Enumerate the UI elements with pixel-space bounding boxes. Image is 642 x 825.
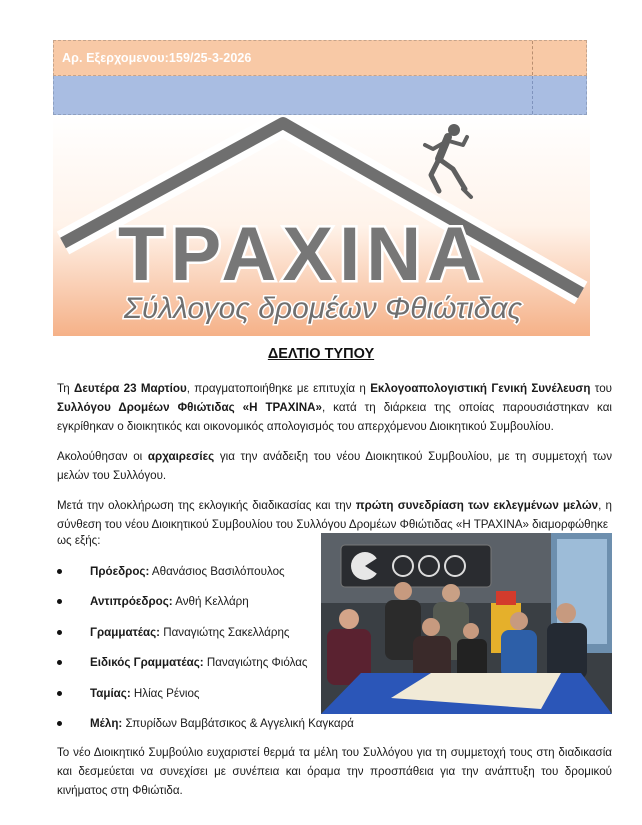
paragraph-board-composition-end: ως εξής: [57,534,101,547]
list-item: Πρόεδρος: Αθανάσιος Βασιλόπουλος [57,559,317,589]
logo-main-text: ΤΡΑΧΙΝΑ [118,212,488,297]
bullet-icon [57,660,62,665]
list-item: Μέλη: Σπυρίδων Βαμβάτσικος & Αγγελική Καγκαρά [57,711,410,741]
list-item: Γραμματέας: Παναγιώτης Σακελλάρης [57,620,317,650]
reference-header-table [53,40,587,115]
header-cell-divider [532,41,533,75]
bullet-icon [57,721,62,726]
board-group-photo [321,533,612,714]
list-item: Ειδικός Γραμματέας: Παναγιώτης Φιόλας [57,650,317,680]
list-item: Ταμίας: Ηλίας Ρένιος [57,681,317,711]
board-members-list [57,559,354,741]
trachina-logo [53,115,590,336]
bullet-icon [57,569,62,574]
press-release-title: ΔΕΛΤΙΟ ΤΥΠΟΥ [267,346,375,362]
bullet-icon [57,691,62,696]
paragraph-board-composition: Μετά την ολοκλήρωση της εκλογικής διαδικασίας και την πρώτη συνεδρίαση των εκλεγμένων μελών, η σύνθεση του νέου Διοικητικού Συμβουλίου του Συλλόγου Δρομέων Φθιώτιδας «Η ΤΡΑΧΙΝΑ» διαμορφώθηκε [57,499,612,531]
paragraph-closing: Το νέο Διοικητικό Συμβούλιο ευχαριστεί θερμά τα μέλη του Συλλόγου για τη συμμετοχή τους στη διαδικασία και δεσμεύεται να συνεχίσει με συνέπεια και όραμα την προσπάθεια για την ανάπτυξη του δρομικού κινήματος στη Φθιώτιδα. [57,746,612,797]
header-cell-divider [532,76,533,114]
paragraph-assembly: Τη Δευτέρα 23 Μαρτίου, πραγματοποιήθηκε με επιτυχία η Εκλογοαπολογιστική Γενική Συνέλευση του Συλλόγου Δρομέων Φθιώτιδας «Η ΤΡΑΧΙΝΑ», κατά τη διάρκεια της οποίας παρουσιάστηκαν και εγκρίθηκαν ο διοικητικός και οικονομικός απολογισμός του απερχόμενου Διοικητικού Συμβουλίου. [57,382,612,433]
bullet-icon [57,599,62,604]
logo-subtitle: Σύλλογος δρομέων Φθιώτιδας [123,292,523,325]
bullet-icon [57,630,62,635]
header-blue-row [53,76,587,115]
reference-number: Αρ. Εξερχομενου:159/25-3-2026 [62,51,252,65]
list-item: Αντιπρόεδρος: Ανθή Κελλάρη [57,589,317,619]
reference-header-row [53,40,587,76]
paragraph-elections: Ακολούθησαν οι αρχαιρεσίες για την ανάδειξη του νέου Διοικητικού Συμβουλίου, με τη συμμετοχή των μελών του Συλλόγου. [57,450,613,482]
